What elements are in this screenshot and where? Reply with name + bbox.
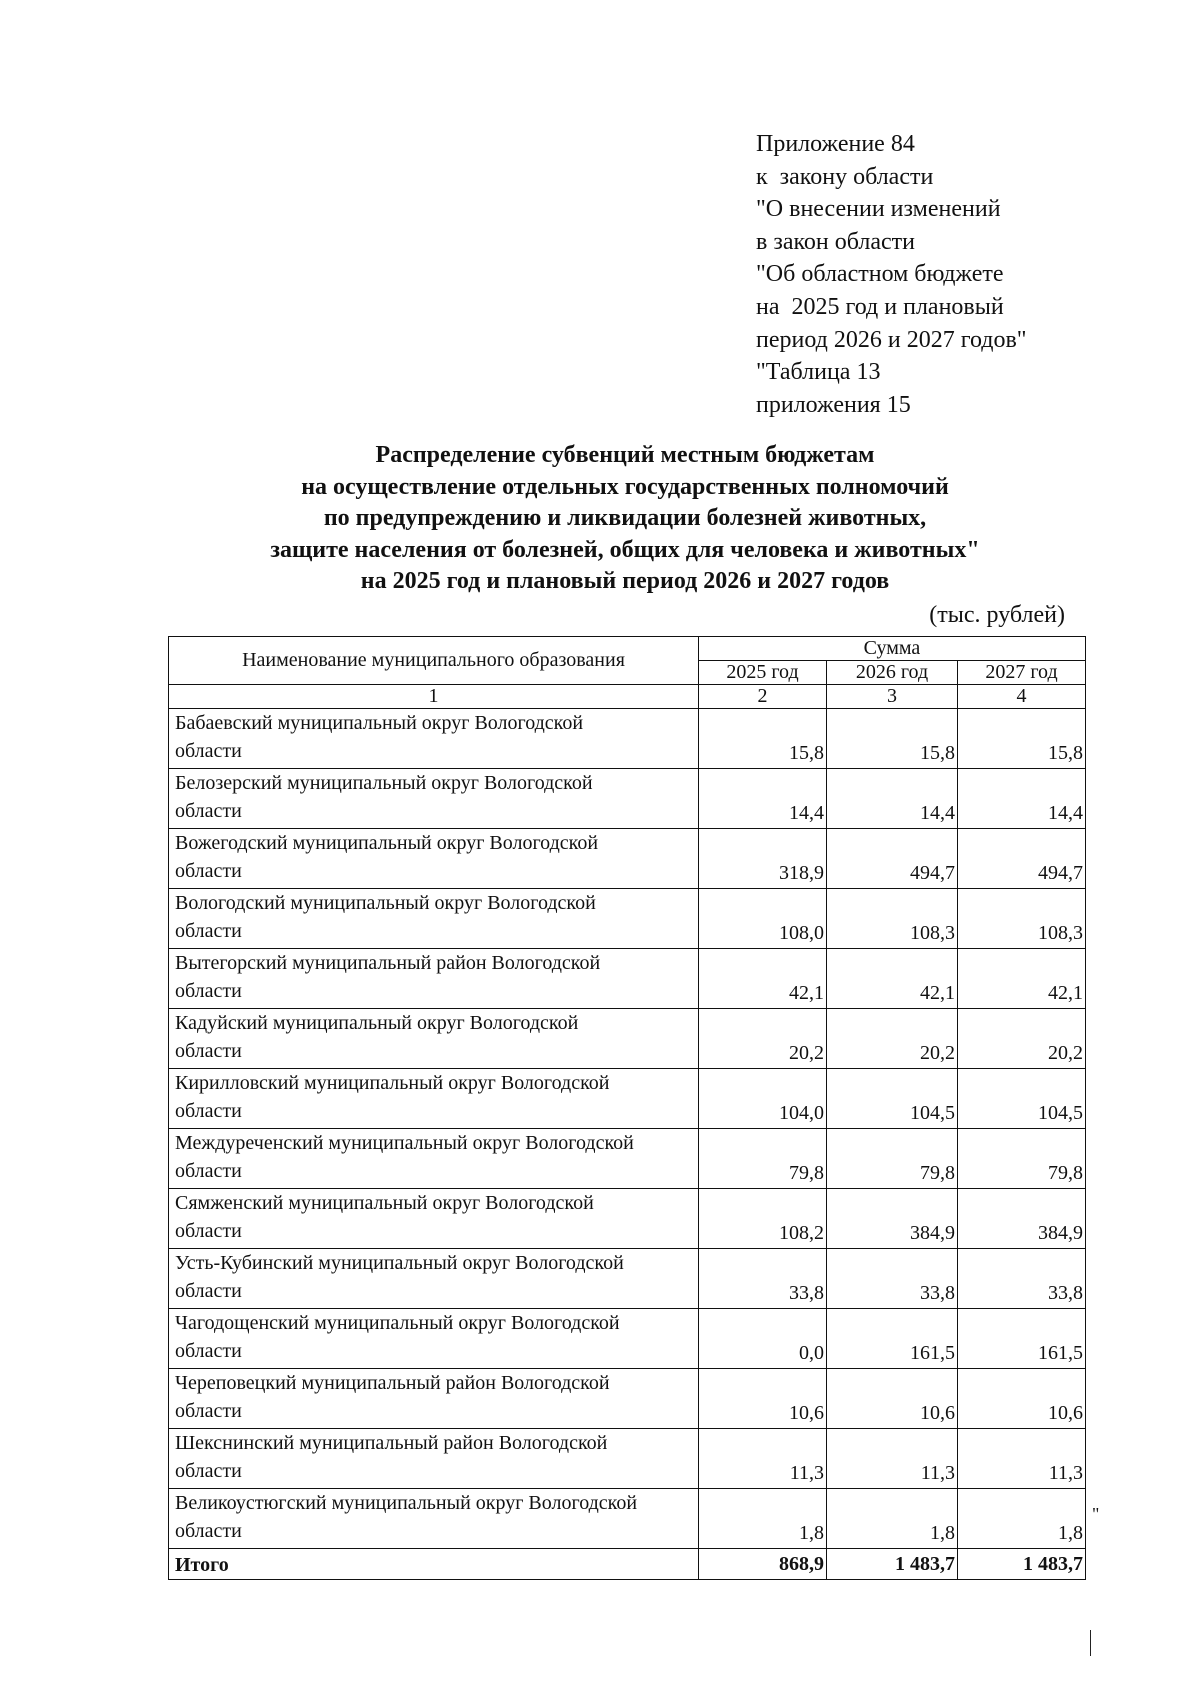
municipality-name-line: Кирилловский муниципальный округ Вологодской xyxy=(175,1072,610,1094)
amount-2027: 14,4 xyxy=(958,769,1086,829)
amount-2025: 108,0 xyxy=(699,889,827,949)
amount-2027: 11,3 xyxy=(958,1429,1086,1489)
municipality-name xyxy=(169,949,699,1009)
amount-2027: 1,8 xyxy=(958,1489,1086,1549)
municipality-name-line: Сямженский муниципальный округ Вологодской xyxy=(175,1192,594,1214)
municipality-name-line: области xyxy=(175,1280,242,1302)
table-row xyxy=(169,829,1086,889)
amount-2025: 104,0 xyxy=(699,1069,827,1129)
municipality-name xyxy=(169,889,699,949)
table-row xyxy=(169,1129,1086,1189)
title-line: на осуществление отдельных государственных полномочий xyxy=(301,473,949,500)
amount-2026: 161,5 xyxy=(827,1309,958,1369)
municipality-name-line: области xyxy=(175,1400,242,1422)
table-row xyxy=(169,1429,1086,1489)
appendix-line: в закон области xyxy=(756,228,915,255)
total-label: Итого xyxy=(169,1549,699,1580)
amount-2027: 10,6 xyxy=(958,1369,1086,1429)
amount-2025: 1,8 xyxy=(699,1489,827,1549)
municipality-name xyxy=(169,1189,699,1249)
amount-2025: 108,2 xyxy=(699,1189,827,1249)
closing-quote: " xyxy=(1092,1504,1100,1524)
amount-2027: 104,5 xyxy=(958,1069,1086,1129)
appendix-line: "О внесении изменений xyxy=(756,196,1001,223)
appendix-line: Приложение 84 xyxy=(756,131,915,157)
amount-2026: 42,1 xyxy=(827,949,958,1009)
municipality-name-line: области xyxy=(175,1100,242,1122)
amount-2027: 108,3 xyxy=(958,889,1086,949)
amount-2027: 15,8 xyxy=(958,709,1086,769)
municipality-name-line: области xyxy=(175,800,242,822)
municipality-name xyxy=(169,709,699,769)
amount-2027: 42,1 xyxy=(958,949,1086,1009)
municipality-name-line: области xyxy=(175,1340,242,1362)
municipality-name-line: Чагодощенский муниципальный округ Вологодской xyxy=(175,1312,620,1334)
amount-2025: 79,8 xyxy=(699,1129,827,1189)
municipality-name-line: области xyxy=(175,980,242,1002)
municipality-name-line: Междуреченский муниципальный округ Вологодской xyxy=(175,1132,634,1154)
amount-2025: 14,4 xyxy=(699,769,827,829)
title-line: защите населения от болезней, общих для человека и животных" xyxy=(270,536,980,563)
total-2027: 1 483,7 xyxy=(958,1549,1086,1580)
table-row xyxy=(169,1009,1086,1069)
column-number: 4 xyxy=(958,685,1086,709)
margin-mark xyxy=(1090,1630,1091,1656)
municipality-name-line: области xyxy=(175,1460,242,1482)
table-row xyxy=(169,1489,1086,1549)
amount-2027: 33,8 xyxy=(958,1249,1086,1309)
amount-2026: 33,8 xyxy=(827,1249,958,1309)
table-body xyxy=(169,709,1086,1549)
municipality-name xyxy=(169,1069,699,1129)
header-sum: Сумма xyxy=(699,637,1086,661)
municipality-name xyxy=(169,1309,699,1369)
unit-label: (тыс. рублей) xyxy=(929,602,1065,628)
municipality-name xyxy=(169,829,699,889)
header-year: 2027 год xyxy=(958,661,1086,685)
header-year: 2025 год xyxy=(699,661,827,685)
table-row xyxy=(169,889,1086,949)
table-row xyxy=(169,1069,1086,1129)
total-row xyxy=(169,1549,1086,1580)
amount-2025: 33,8 xyxy=(699,1249,827,1309)
amount-2025: 42,1 xyxy=(699,949,827,1009)
municipality-name-line: области xyxy=(175,1040,242,1062)
amount-2025: 20,2 xyxy=(699,1009,827,1069)
municipality-name-line: Великоустюгский муниципальный округ Вологодской xyxy=(175,1492,638,1514)
table-row xyxy=(169,769,1086,829)
total-2026: 1 483,7 xyxy=(827,1549,958,1580)
municipality-name-line: Вологодский муниципальный округ Вологодской xyxy=(175,892,596,914)
municipality-name-line: области xyxy=(175,1220,242,1242)
table-row xyxy=(169,949,1086,1009)
table-row xyxy=(169,1249,1086,1309)
table-row xyxy=(169,1369,1086,1429)
table-row xyxy=(169,1189,1086,1249)
municipality-name-line: Вожегодский муниципальный округ Вологодской xyxy=(175,832,599,854)
appendix-line: к закону области xyxy=(756,163,934,190)
amount-2026: 79,8 xyxy=(827,1129,958,1189)
municipality-name-line: Шекснинский муниципальный район Вологодской xyxy=(175,1432,608,1454)
title-line: на 2025 год и плановый период 2026 и 2027 годов xyxy=(360,568,890,594)
amount-2026: 108,3 xyxy=(827,889,958,949)
municipality-name-line: Кадуйский муниципальный округ Вологодской xyxy=(175,1012,579,1034)
municipality-name xyxy=(169,1129,699,1189)
amount-2026: 104,5 xyxy=(827,1069,958,1129)
subventions-table xyxy=(168,636,1086,1580)
amount-2025: 318,9 xyxy=(699,829,827,889)
amount-2027: 494,7 xyxy=(958,829,1086,889)
municipality-name xyxy=(169,1249,699,1309)
table-row xyxy=(169,709,1086,769)
municipality-name xyxy=(169,1489,699,1549)
amount-2027: 20,2 xyxy=(958,1009,1086,1069)
table-row xyxy=(169,1309,1086,1369)
amount-2027: 161,5 xyxy=(958,1309,1086,1369)
amount-2025: 0,0 xyxy=(699,1309,827,1369)
column-number: 2 xyxy=(699,685,827,709)
municipality-name xyxy=(169,1429,699,1489)
municipality-name xyxy=(169,1009,699,1069)
municipality-name-line: Вытегорский муниципальный район Вологодской xyxy=(175,952,601,974)
municipality-name-line: области xyxy=(175,920,242,942)
document-title xyxy=(150,440,1100,598)
municipality-name-line: Усть-Кубинский муниципальный округ Вологодской xyxy=(175,1252,624,1274)
title-line: по предупреждению и ликвидации болезней животных, xyxy=(323,505,927,531)
amount-2026: 15,8 xyxy=(827,709,958,769)
title-line: Распределение субвенций местным бюджетам xyxy=(375,442,875,468)
amount-2025: 11,3 xyxy=(699,1429,827,1489)
amount-2025: 15,8 xyxy=(699,709,827,769)
municipality-name xyxy=(169,1369,699,1429)
appendix-line: приложения 15 xyxy=(756,391,911,418)
header-name: Наименование муниципального образования xyxy=(169,637,699,685)
appendix-line: "Таблица 13 xyxy=(756,359,881,386)
amount-2027: 79,8 xyxy=(958,1129,1086,1189)
column-number: 3 xyxy=(827,685,958,709)
amount-2026: 10,6 xyxy=(827,1369,958,1429)
appendix-line: период 2026 и 2027 годов" xyxy=(756,326,1027,353)
header-year: 2026 год xyxy=(827,661,958,685)
total-2025: 868,9 xyxy=(699,1549,827,1580)
amount-2027: 384,9 xyxy=(958,1189,1086,1249)
amount-2026: 1,8 xyxy=(827,1489,958,1549)
municipality-name-line: Бабаевский муниципальный округ Вологодской xyxy=(175,712,584,734)
amount-2026: 14,4 xyxy=(827,769,958,829)
amount-2026: 384,9 xyxy=(827,1189,958,1249)
municipality-name-line: Белозерский муниципальный округ Вологодской xyxy=(175,772,593,794)
amount-2026: 11,3 xyxy=(827,1429,958,1489)
appendix-reference xyxy=(756,128,1027,421)
amount-2026: 20,2 xyxy=(827,1009,958,1069)
municipality-name xyxy=(169,769,699,829)
column-number: 1 xyxy=(169,685,699,709)
amount-2025: 10,6 xyxy=(699,1369,827,1429)
municipality-name-line: области xyxy=(175,1160,242,1182)
municipality-name-line: области xyxy=(175,860,242,882)
municipality-name-line: области xyxy=(175,1520,242,1542)
municipality-name-line: области xyxy=(175,740,242,762)
appendix-line: на 2025 год и плановый xyxy=(756,293,1004,320)
amount-2026: 494,7 xyxy=(827,829,958,889)
municipality-name-line: Череповецкий муниципальный район Вологодской xyxy=(175,1372,610,1394)
appendix-line: "Об областном бюджете xyxy=(756,261,1004,288)
